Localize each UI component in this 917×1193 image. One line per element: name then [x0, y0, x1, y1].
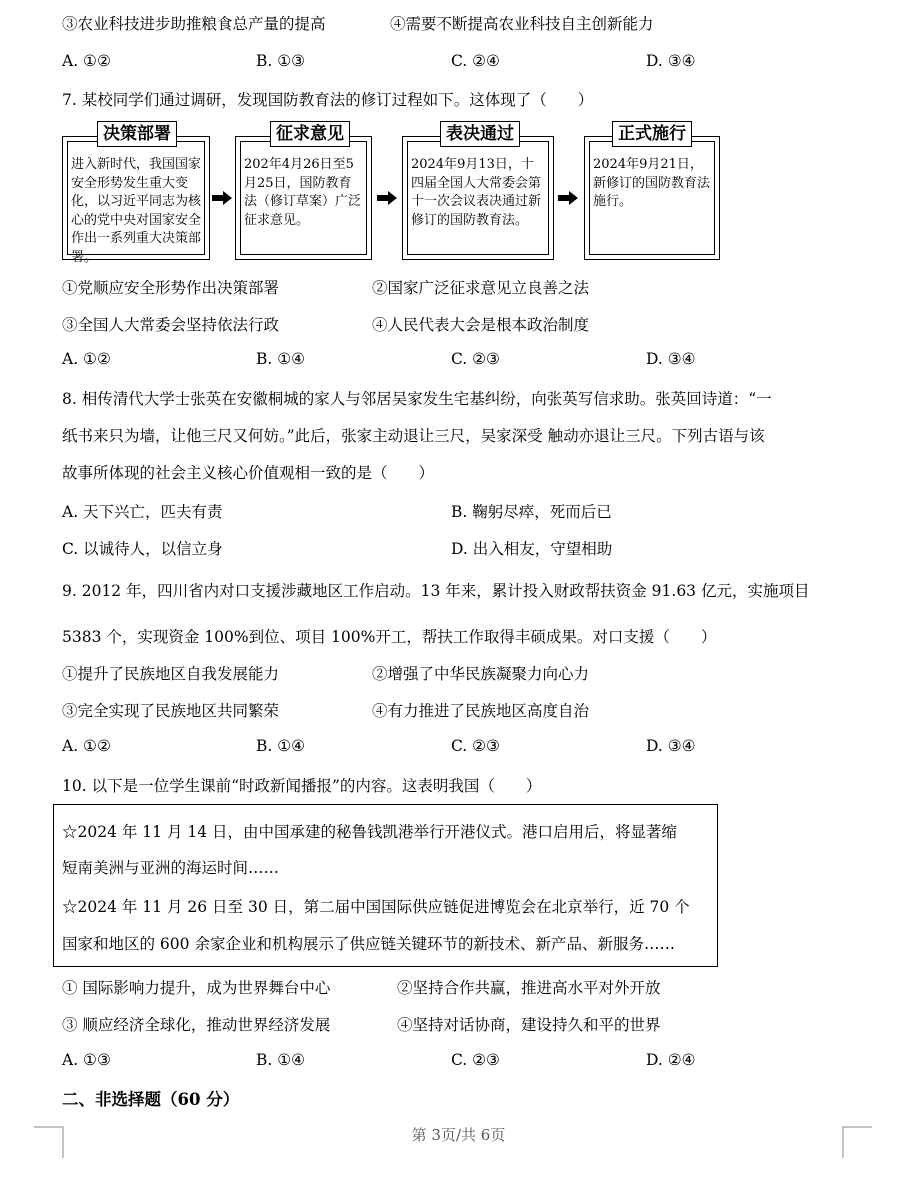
- q10-statement-1: ① 国际影响力提升，成为世界舞台中心: [62, 979, 331, 997]
- flow-step-1-text: 进入新时代，我国国家安全形势发生重大变化，以习近平同志为核心的党中央对国家安全作出一系列重大决策部署。: [67, 141, 205, 255]
- q6-statement-4: ④需要不断提高农业科技自主创新能力: [390, 15, 654, 33]
- q9-option-d: D. ③④: [646, 737, 696, 755]
- q8-stem-line-1: 8. 相传清代大学士张英在安徽桐城的家人与邻居吴家发生宅基纠纷，向张英写信求助。张英回诗道：“一: [62, 390, 772, 408]
- q7-stem: 7. 某校同学们通过调研，发现国防教育法的修订过程如下。这体现了（ ）: [62, 91, 594, 109]
- q6-option-a: A. ①②: [62, 52, 111, 70]
- q6-statement-3: ③农业科技进步助推粮食总产量的提高: [62, 15, 326, 33]
- q10-statement-2: ②坚持合作共赢，推进高水平对外开放: [397, 979, 661, 997]
- flow-step-2-text: 202年4月26日至5月25日，国防教育法（修订草案）广泛征求意见。: [240, 141, 367, 255]
- q10-option-c: C. ②③: [451, 1051, 500, 1069]
- q9-statement-2: ②增强了中华民族凝聚力向心力: [372, 665, 590, 683]
- q7-statement-3: ③全国人大常委会坚持依法行政: [62, 316, 280, 334]
- flow-arrow-3-icon: [558, 191, 578, 205]
- q8-option-d: D. 出入相友，守望相助: [451, 540, 613, 558]
- q7-option-c: C. ②③: [451, 350, 500, 368]
- flow-step-4-title: 正式施行: [612, 121, 692, 147]
- q10-news-2-line-1: ☆2024 年 11 月 26 日至 30 日，第二届中国国际供应链促进博览会在北京举行，近 70 个: [62, 898, 690, 916]
- crop-mark-right-icon: [842, 1126, 872, 1158]
- q6-option-d: D. ③④: [646, 52, 696, 70]
- flow-step-4-box: [584, 136, 720, 260]
- q9-statement-3: ③完全实现了民族地区共同繁荣: [62, 702, 280, 720]
- q7-option-a: A. ①②: [62, 350, 111, 368]
- q7-statement-2: ②国家广泛征求意见立良善之法: [372, 279, 590, 297]
- q8-option-a: A. 天下兴亡，匹夫有责: [62, 503, 223, 521]
- q10-option-b: B. ①④: [256, 1051, 306, 1069]
- q9-stem-line-1: 9. 2012 年，四川省内对口支援涉藏地区工作启动。13 年来，累计投入财政帮扶资金 91.63 亿元，实施项目: [62, 582, 810, 600]
- q10-option-a: A. ①③: [62, 1051, 111, 1069]
- q7-option-b: B. ①④: [256, 350, 306, 368]
- q9-option-a: A. ①②: [62, 737, 111, 755]
- q9-statement-4: ④有力推进了民族地区高度自治: [372, 702, 590, 720]
- flow-step-3-title: 表决通过: [440, 121, 520, 147]
- flow-step-3-box: [402, 136, 554, 260]
- page-footer: 第 3页/共 6页: [411, 1126, 506, 1144]
- q7-option-d: D. ③④: [646, 350, 696, 368]
- q10-option-d: D. ②④: [646, 1051, 696, 1069]
- q7-statement-1: ①党顺应安全形势作出决策部署: [62, 279, 280, 297]
- q10-stem: 10. 以下是一位学生课前“时政新闻播报”的内容。这表明我国（ ）: [62, 777, 542, 795]
- flow-step-1-title: 决策部署: [97, 121, 177, 147]
- flow-arrow-2-icon: [377, 191, 397, 205]
- q10-statement-3: ③ 顺应经济全球化，推动世界经济发展: [62, 1016, 331, 1034]
- q6-option-b: B. ①③: [256, 52, 306, 70]
- q7-statement-4: ④人民代表大会是根本政治制度: [372, 316, 590, 334]
- q10-news-1-line-2: 短南美洲与亚洲的海运时间……: [62, 859, 280, 877]
- q10-news-1-line-1: ☆2024 年 11 月 14 日，由中国承建的秘鲁钱凯港举行开港仪式。港口启用后，将显著缩: [62, 823, 678, 841]
- q9-statement-1: ①提升了民族地区自我发展能力: [62, 665, 280, 683]
- q10-news-2-line-2: 国家和地区的 600 余家企业和机构展示了供应链关键环节的新技术、新产品、新服务……: [62, 935, 675, 953]
- q8-stem-line-3: 故事所体现的社会主义核心价值观相一致的是（ ）: [62, 464, 435, 482]
- flow-step-1-box: [62, 136, 210, 265]
- q9-option-b: B. ①④: [256, 737, 306, 755]
- q9-stem-line-2: 5383 个，实现资金 100%到位、项目 100%开工，帮扶工作取得丰硕成果。对口支援（ ）: [62, 628, 717, 646]
- section-2-heading: 二、非选择题（60 分）: [62, 1090, 240, 1109]
- q6-option-c: C. ②④: [451, 52, 500, 70]
- flow-step-2-box: [235, 136, 372, 260]
- q10-news-box: [53, 804, 718, 967]
- flow-step-2-title: 征求意见: [270, 121, 350, 147]
- q8-stem-line-2: 纸书来只为墙，让他三尺又何妨。”此后，张家主动退让三尺，吴家深受 触动亦退让三尺。下列古语与该: [62, 427, 765, 445]
- crop-mark-left-icon: [34, 1126, 64, 1158]
- flow-arrow-1-icon: [212, 191, 232, 205]
- q8-option-b: B. 鞠躬尽瘁，死而后已: [451, 503, 612, 521]
- q9-option-c: C. ②③: [451, 737, 500, 755]
- q8-option-c: C. 以诚待人，以信立身: [62, 540, 223, 558]
- flow-step-4-text: 2024年9月21日，新修订的国防教育法施行。: [589, 141, 715, 255]
- flow-step-3-text: 2024年9月13日，十四届全国人大常委会第十一次会议表决通过新修订的国防教育法。: [407, 141, 549, 255]
- q10-statement-4: ④坚持对话协商，建设持久和平的世界: [397, 1016, 661, 1034]
